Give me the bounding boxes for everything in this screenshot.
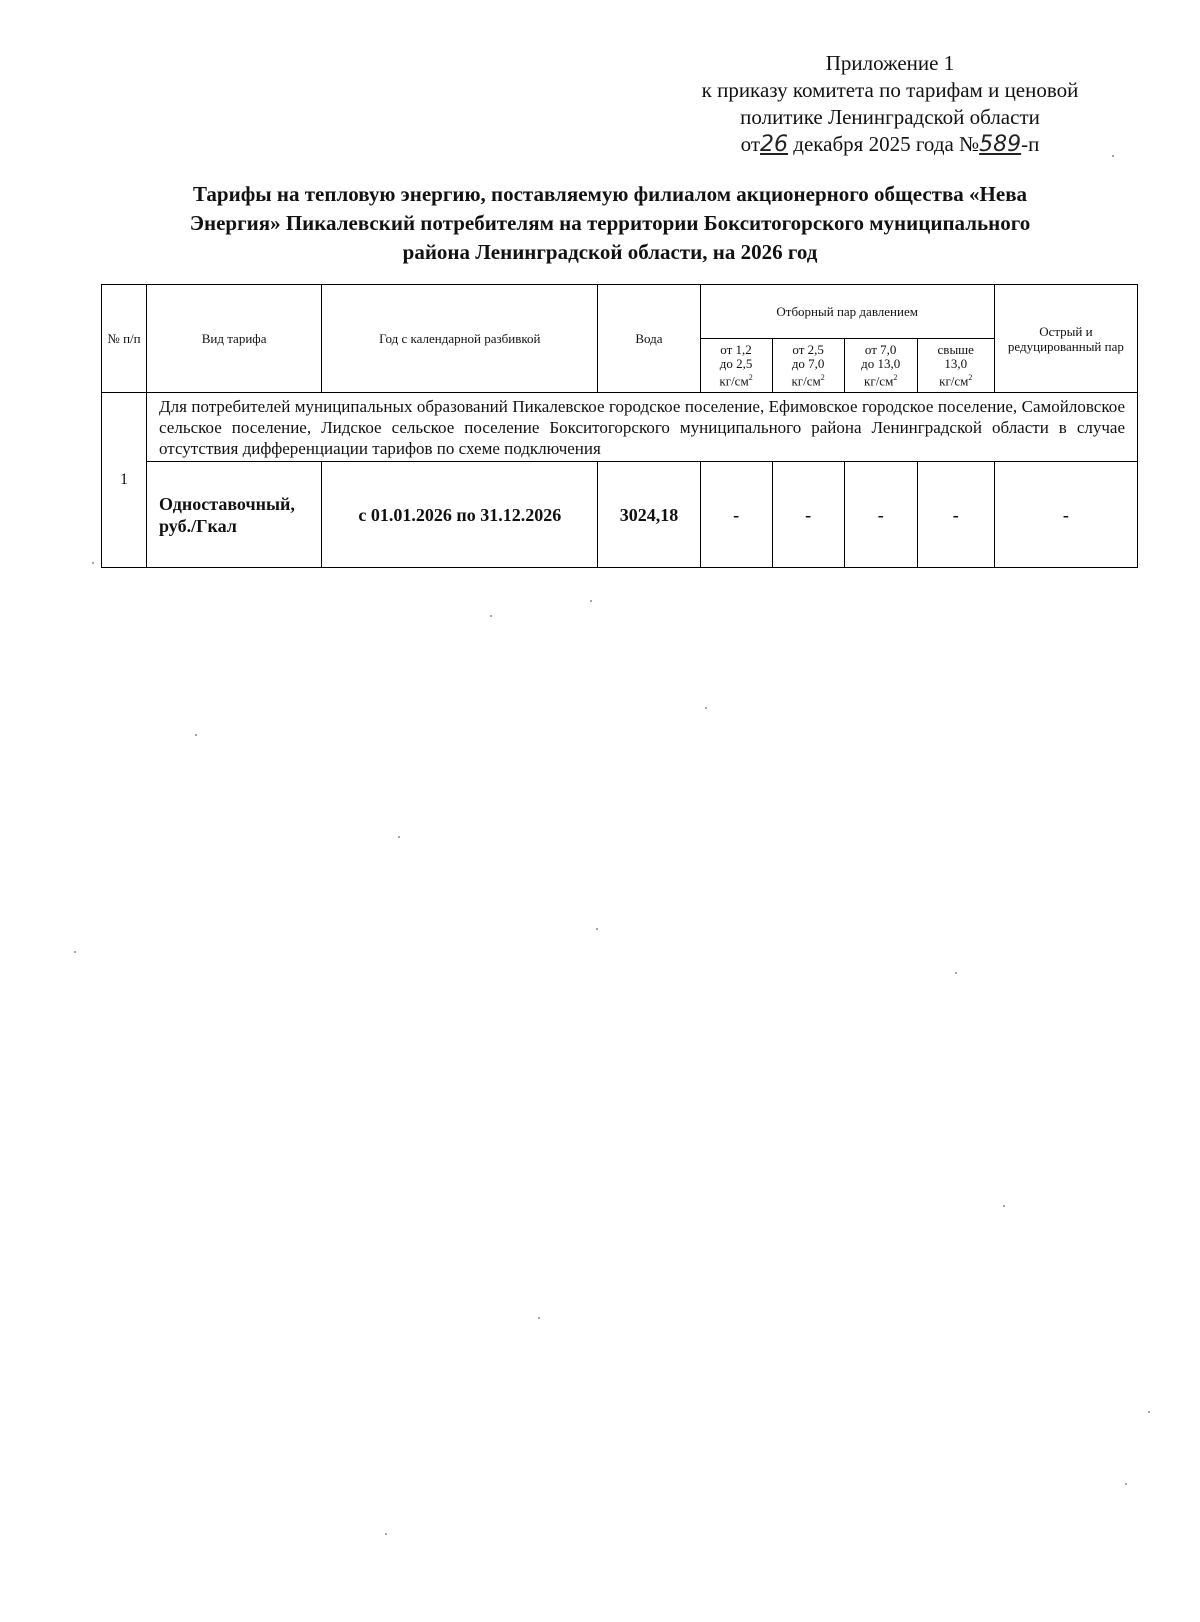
- title-line-3: района Ленинградской области, на 2026 год: [402, 240, 818, 264]
- order-suffix: -п: [1021, 132, 1040, 156]
- header-row-1: [102, 285, 1138, 339]
- appendix-heading: Приложение 1: [825, 51, 955, 75]
- scan-speck: [490, 615, 492, 617]
- steam-col-2-to: до 7,0: [791, 355, 825, 371]
- steam-col-3-from: от 7,0: [864, 341, 897, 357]
- cell-steam-2: -: [772, 462, 844, 568]
- steam-col-3-to: до 13,0: [861, 355, 901, 371]
- cell-sharp-steam: -: [994, 462, 1137, 568]
- date-prefix: от: [740, 132, 761, 156]
- table-row-description: [102, 393, 1138, 462]
- scan-speck: [1112, 155, 1114, 157]
- date-middle: декабря 2025 года №: [788, 132, 980, 156]
- header-tariff-type: Вид тарифа: [147, 285, 322, 393]
- scan-speck: [1003, 1205, 1005, 1207]
- tariff-table: [101, 284, 1138, 568]
- steam-col-4-from: свыше: [937, 341, 974, 357]
- steam-col-2-unit: $кг/см^2$: [791, 372, 825, 389]
- scan-speck: [1125, 1483, 1127, 1485]
- steam-col-1-to: до 2,5: [719, 355, 753, 371]
- header-steam-col-3: [844, 339, 917, 393]
- appendix-block: [640, 50, 1140, 158]
- header-water: Вода: [598, 285, 700, 393]
- scan-speck: [195, 734, 197, 736]
- steam-col-4-unit: $кг/см^2$: [939, 372, 973, 389]
- steam-col-1-unit: $кг/см^2$: [719, 372, 753, 389]
- steam-col-2-from: от 2,5: [792, 341, 824, 357]
- header-steam-col-1: [700, 339, 772, 393]
- scan-speck: [590, 600, 592, 602]
- steam-col-1-from: от 1,2: [720, 341, 752, 357]
- order-number-handwritten: 589: [979, 132, 1022, 157]
- header-sharp-steam: Острый и редуцированный пар: [994, 285, 1137, 393]
- header-steam-col-2: [772, 339, 844, 393]
- row-number: 1: [102, 393, 147, 568]
- header-steam-group: Отборный пар давлением: [700, 285, 994, 339]
- cell-steam-1: -: [700, 462, 772, 568]
- title-line-2: Энергия» Пикалевский потребителям на территории Бокситогорского муниципального: [189, 211, 1031, 235]
- scan-speck: [92, 562, 94, 564]
- scan-speck: [398, 836, 400, 838]
- scan-speck: [385, 1533, 387, 1535]
- header-year: Год с календарной разбивкой: [322, 285, 598, 393]
- scan-speck: [596, 928, 598, 930]
- appendix-date-line: [640, 131, 1140, 158]
- date-day-handwritten: 26: [760, 132, 789, 157]
- cell-period: с 01.01.2026 по 31.12.2026: [322, 462, 598, 568]
- scan-speck: [705, 707, 707, 709]
- title-line-1: Тарифы на тепловую энергию, поставляемую филиалом акционерного общества «Нева: [192, 182, 1028, 206]
- scan-speck: [1148, 1411, 1150, 1413]
- cell-water: 3024,18: [598, 462, 700, 568]
- cell-steam-4: -: [917, 462, 994, 568]
- steam-col-3-unit: $кг/см^2$: [864, 372, 898, 389]
- cell-steam-3: -: [844, 462, 917, 568]
- steam-col-4-to: 13,0: [944, 355, 968, 371]
- document-title: [110, 180, 1110, 267]
- header-num: № п/п: [102, 285, 147, 393]
- table-row: [102, 462, 1138, 568]
- header-steam-col-4: [917, 339, 994, 393]
- scan-speck: [955, 972, 957, 974]
- scan-speck: [74, 951, 76, 953]
- appendix-committee: политике Ленинградской области: [740, 105, 1040, 129]
- cell-tariff-type: Одноставочный, руб./Гкал: [147, 462, 322, 568]
- scan-speck: [538, 1317, 540, 1319]
- appendix-order-ref: к приказу комитета по тарифам и ценовой: [701, 78, 1079, 102]
- row-description: Для потребителей муниципальных образований Пикалевское городское поселение, Ефимовское городское поселение, Самойловское сельское поселение, Лидское сельское поселение Бокситогорского муниципального района Ленинградской области в случае отсутствия дифференциации тарифов по схеме подключения: [147, 393, 1138, 462]
